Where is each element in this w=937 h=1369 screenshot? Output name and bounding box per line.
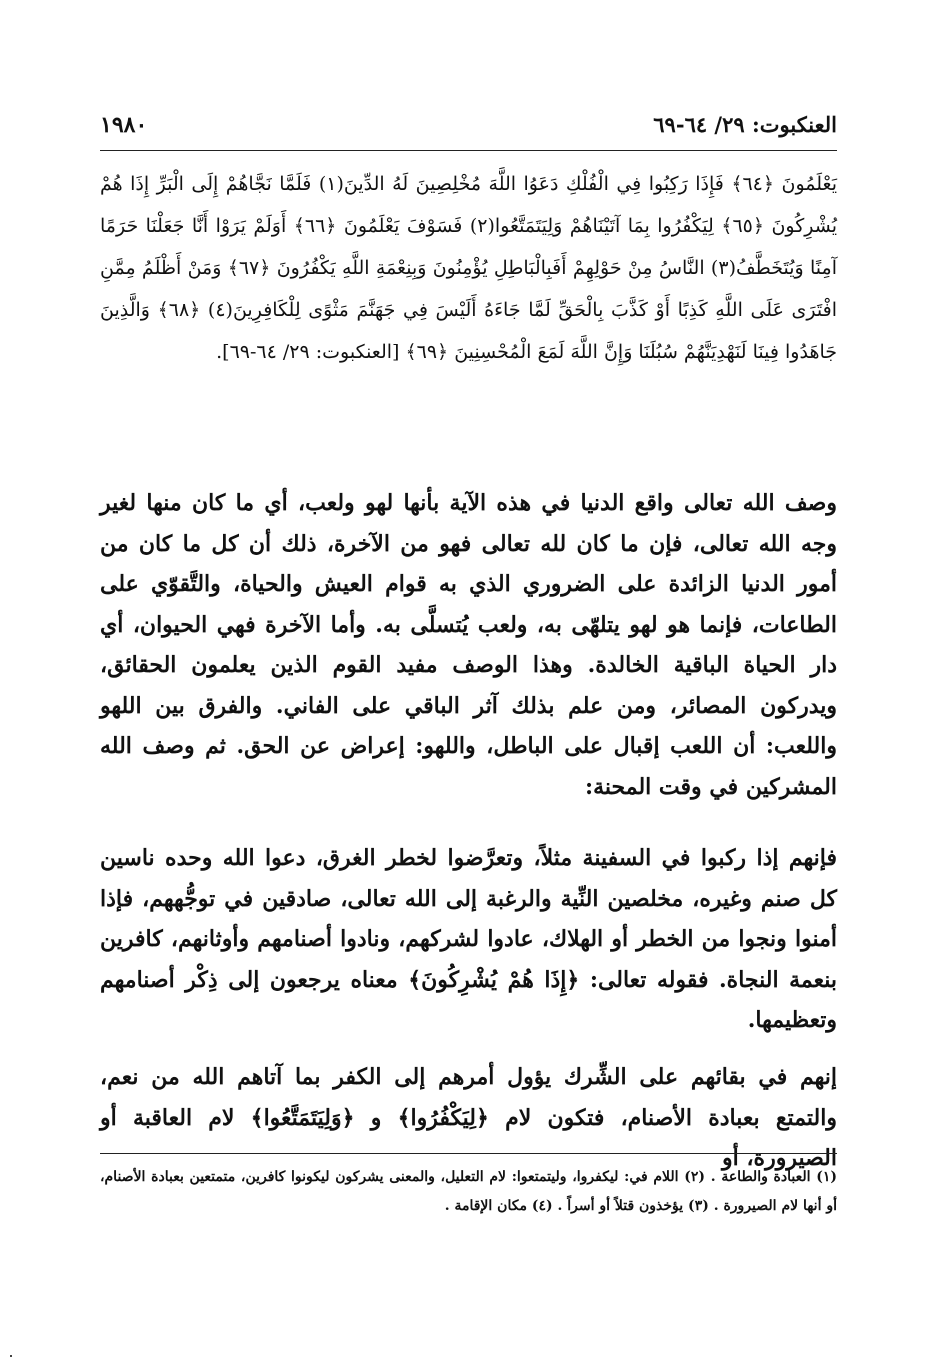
page-header (100, 112, 837, 146)
paragraph-2: فإنهم إذا ركبوا في السفينة مثلاً، وتعرَّضوا لخطر الغرق، دعوا الله وحده ناسين كل صنم وغيره، مخلصين النِّية والرغبة إلى الله تعالى، صادقين في توجُّههم، فإذا أمنوا ونجوا من الخطر أو الهلاك، عادوا لشركهم، ونادوا أصنامهم وأوثانهم، كافرين بنعمة النجاة. فقوله تعالى: ﴿إِذَا هُمْ يُشْرِكُونَ﴾ معناه يرجعون إلى ذِكْر أصنامهم وتعظيمها. (100, 845, 837, 1033)
quran-passage: يَعْلَمُونَ ﴿٦٤﴾ فَإِذَا رَكِبُوا فِي الْفُلْكِ دَعَوُا اللَّهَ مُخْلِصِينَ لَهُ الدِّينَ(١) فَلَمَّا نَجَّاهُمْ إِلَى الْبَرِّ إِذَا هُمْ يُشْرِكُونَ ﴿٦٥﴾ لِيَكْفُرُوا بِمَا آتَيْنَاهُمْ وَلِيَتَمَتَّعُوا(٢) فَسَوْفَ يَعْلَمُونَ ﴿٦٦﴾ أَوَلَمْ يَرَوْا أَنَّا جَعَلْنَا حَرَمًا آمِنًا وَيُتَخَطَّفُ(٣) النَّاسُ مِنْ حَوْلِهِمْ أَفَبِالْبَاطِلِ يُؤْمِنُونَ وَبِنِعْمَةِ اللَّهِ يَكْفُرُونَ ﴿٦٧﴾ وَمَنْ أَظْلَمُ مِمَّنِ افْتَرَى عَلَى اللَّهِ كَذِبًا أَوْ كَذَّبَ بِالْحَقِّ لَمَّا جَاءَهُ أَلَيْسَ فِي جَهَنَّمَ مَثْوًى لِلْكَافِرِينَ(٤) ﴿٦٨﴾ وَالَّذِينَ جَاهَدُوا فِينَا لَنَهْدِيَنَّهُمْ سُبُلَنَا وَإِنَّ اللَّهَ لَمَعَ الْمُحْسِنِينَ ﴿٦٩﴾ [العنكبوت: ٢٩/ ٦٤-٦٩]. (100, 173, 838, 363)
page-title: العنكبوت: ٢٩/ ٦٤-٦٩ (653, 112, 837, 137)
page-number: ١٩٨٠ (100, 112, 148, 138)
header-divider (100, 150, 837, 151)
paragraph-1: وصف الله تعالى واقع الدنيا في هذه الآية بأنها لهو ولعب، أي ما كان منها لغير وجه الله تعالى، فإن ما كان لله تعالى فهو من الآخرة، ذلك أن كل ما كان من أمور الدنيا الزائدة على الضروري الذي به قوام العيش والحياة، والتَّقوّي على الطاعات، فإنما هو لهو يتلهّى به، ولعب يُتسلَّى به. وأما الآخرة فهي الحيوان، أي دار الحياة الباقية الخالدة. وهذا الوصف مفيد القوم الذين يعلمون الحقائق، ويدركون المصائر، ومن علم بذلك آثر الباقي على الفاني. والفرق بين اللهو واللعب: أن اللعب إقبال على الباطل، واللهو: إعراض عن الحق. ثم وصف الله المشركين في وقت المحنة: (100, 490, 837, 800)
scan-speck (10, 1355, 12, 1357)
footnote-divider (100, 1153, 837, 1154)
paragraph-3: إنهم في بقائهم على الشِّرك يؤول أمرهم إلى الكفر بما آتاهم الله من نعم، والتمتع بعبادة الأصنام، فتكون لام ﴿لِيَكْفُرُوا﴾ و ﴿وَلِيَتَمَتَّعُوا﴾ لام العاقبة أو الصيرورة، أو (100, 1064, 837, 1171)
footnotes: (١) العبادة والطاعة . (٢) اللام في: ليكفروا، وليتمتعوا: لام التعليل، والمعنى يشركون ليكونوا كافرين، متمتعين بعبادة الأصنام، أو أنها لام الصيرورة . (٣) يؤخذون قتلاً أو أسراً . (٤) مكان الإقامة . (100, 1169, 837, 1214)
